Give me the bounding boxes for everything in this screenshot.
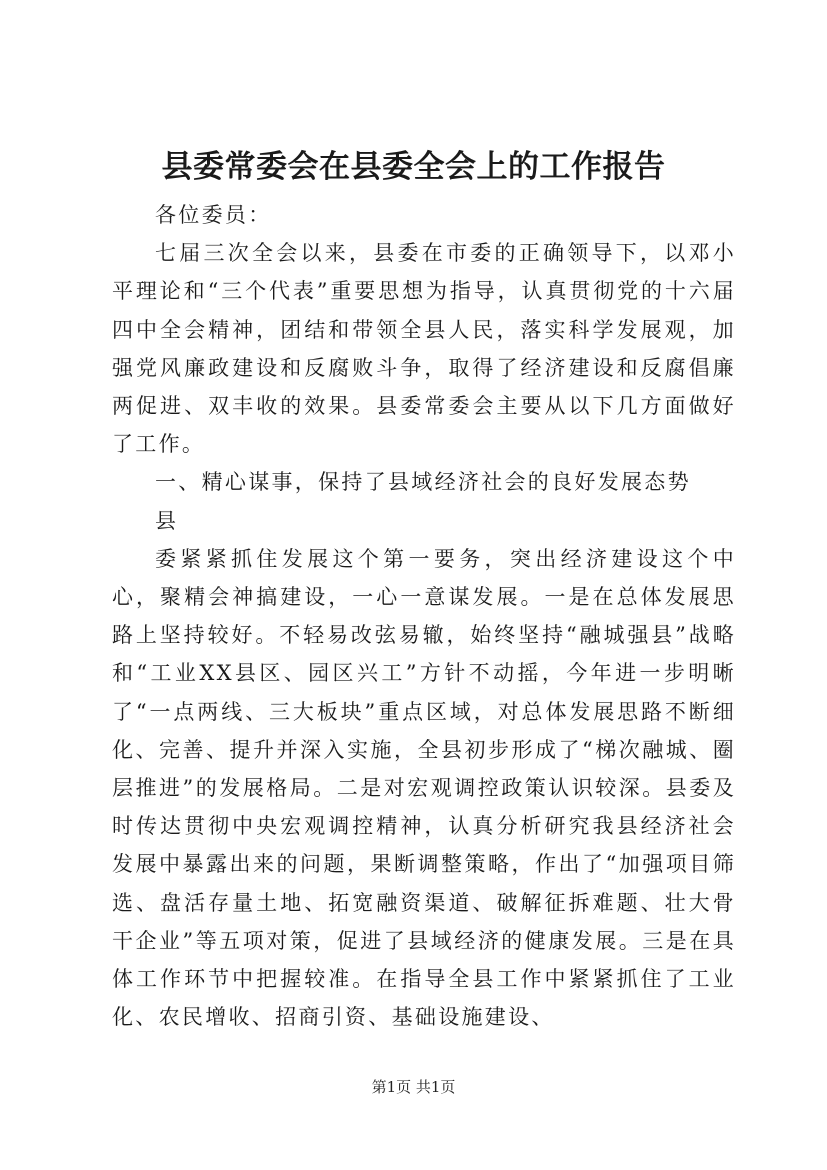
page-footer: 第1页 共1页 — [371, 1078, 456, 1096]
salutation: 各位委员： — [155, 203, 272, 227]
document-body — [112, 196, 736, 1036]
paragraph-intro: 七届三次全会以来，县委在市委的正确领导下，以邓小平理论和“三个代表”重要思想为指导，认真贯彻党的十六届四中全会精神，团结和带领全县人民，落实科学发展观，加强党风廉政建设和反腐败斗争，取得了经济建设和反腐倡廉两促进、双丰收的效果。县委常委会主要从以下几方面做好了工作。 — [112, 241, 736, 457]
paragraph-main: 委紧紧抓住发展这个第一要务，突出经济建设这个中心，聚精会神搞建设，一心一意谋发展。一是在总体发展思路上坚持较好。不轻易改弦易辙，始终坚持“融城强县”战略和“工业XX县区、园区兴工”方针不动摇，今年进一步明晰了“一点两线、三大板块”重点区域，对总体发展思路不断细化、完善、提升并深入实施，全县初步形成了“梯次融城、圈层推进”的发展格局。二是对宏观调控政策认识较深。县委及时传达贯彻中央宏观调控精神，认真分析研究我县经济社会发展中暴露出来的问题，果断调整策略，作出了“加强项目筛选、盘活存量土地、拓宽融资渠道、破解征拆难题、壮大骨干企业”等五项对策，促进了县域经济的健康发展。三是在具体工作环节中把握较准。在指导全县工作中紧紧抓住了工业化、农民增收、招商引资、基础设施建设、 — [112, 546, 736, 1030]
section-heading: 一、精心谋事，保持了县域经济社会的良好发展态势 — [155, 470, 691, 495]
document-title: 县委常委会在县委全会上的工作报告 — [161, 149, 666, 185]
paragraph-fragment: 县 — [155, 508, 179, 533]
